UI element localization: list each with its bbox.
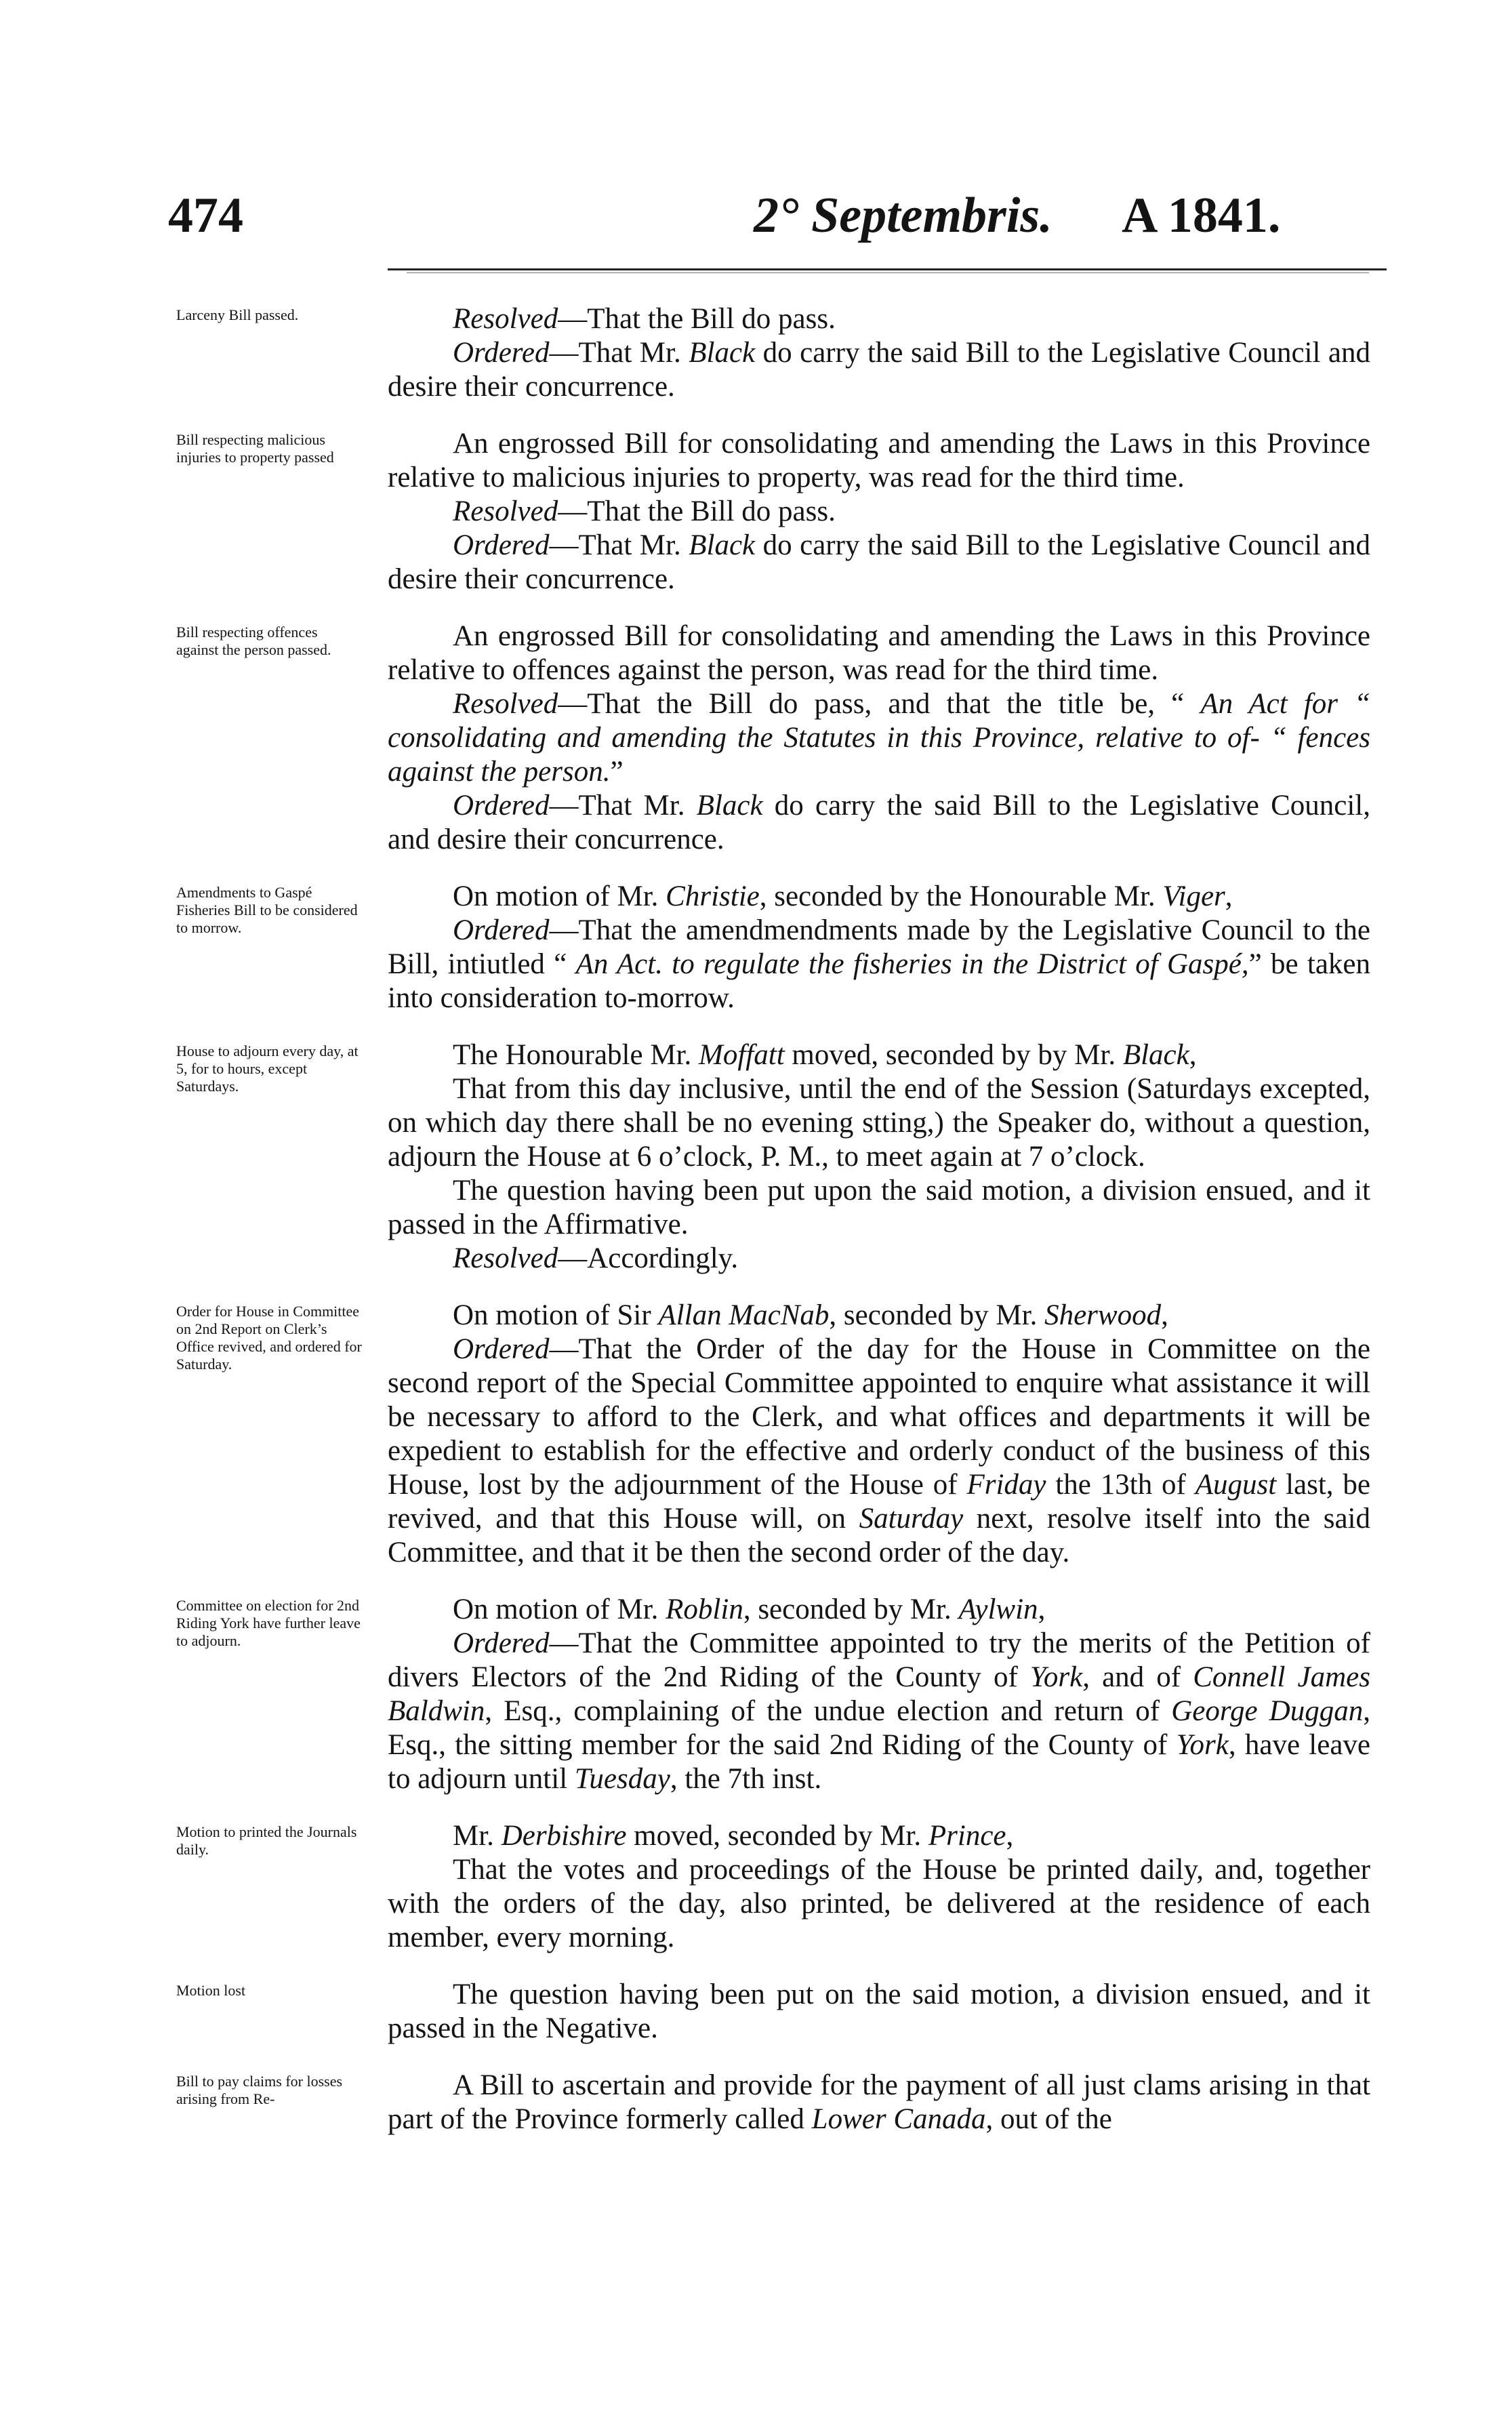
text-run: —That the Order of the day for the House in Committee on the second report of the Special Committee appointed to enquire what assistance it will be necessary to afford to the Clerk, and what offices and departments it will be expedient to establish for the effective and orderly conduct of the business of this House, lost by the adjournment of the House of [388,1333,1370,1501]
margin-note: Order for House in Committee on 2nd Report on Clerk’s Office revived, and ordered for Saturday. [176,1303,362,1373]
italic-text: Resolved [453,303,558,335]
paragraph [388,2069,1370,2136]
text-run: last, be revived, and that this House will, on [388,1469,1370,1535]
italic-text: Ordered [453,337,550,369]
italic-text: Black [689,337,756,369]
italic-text: Black [696,790,763,821]
paragraph [388,620,1370,687]
text-run: , out of the [985,2103,1112,2135]
italic-text: Black [1122,1039,1189,1071]
journal-entry [176,1299,1370,1570]
text-run: do carry the said Bill to the Legislative Council and desire their concurrence. [388,337,1370,403]
text-run: , [1225,880,1233,912]
text-run: , [1161,1299,1168,1331]
journal-entry [176,1978,1370,2046]
text-run: , seconded by Mr. [829,1299,1045,1331]
journal-entry [176,1593,1371,1796]
paragraph [388,1593,1370,1627]
text-run: On motion of Mr. [453,880,666,912]
text-run: An engrossed Bill for consolidating and amending the Laws in this Province relative to offences against the person, was read for the third time. [388,620,1370,686]
italic-text: Ordered [453,790,550,821]
text-run: On motion of Mr. [453,1594,666,1625]
journal-entry [176,427,1370,596]
paragraph [388,1853,1370,1955]
text-run: —That the Bill do pass. [558,495,836,527]
text-run: The Honourable Mr. [453,1039,699,1071]
paragraph [388,1072,1370,1174]
paragraph [388,529,1370,596]
journal-entry [176,1819,1370,1955]
text-run: On motion of Sir [453,1299,659,1331]
italic-text: Allan MacNab [658,1299,830,1331]
italic-text: Black [689,529,756,561]
italic-text: Sherwood [1044,1299,1162,1331]
journal-entry [176,302,1370,404]
text-run: Mr. [453,1820,502,1852]
paragraph [388,914,1370,1015]
margin-note: Larceny Bill passed. [176,306,299,323]
italic-text: Resolved [453,688,558,720]
header-rule [388,268,1387,270]
header-year: A 1841. [1122,188,1281,243]
journal-body [176,302,1371,2159]
text-run: —That the amendmendments made by the Legislative Council to the Bill, intiutled “ [388,914,1370,980]
italic-text: Friday [966,1469,1046,1501]
text-run: The question having been put on the said motion, a division ensued, and it passed in the Negative. [388,1978,1370,2044]
margin-note: House to adjourn every day, at 5, for to hours, except Saturdays. [176,1042,359,1095]
italic-text: August [1195,1469,1277,1501]
paragraph [388,1627,1370,1796]
paragraph [388,1299,1370,1333]
header-date: 2° Septembris. [754,188,1053,243]
paragraph [388,1819,1370,1853]
margin-note: Committee on election for 2nd Riding York have further leave to adjourn. [176,1597,361,1649]
page-number: 474 [168,188,243,243]
text-run: , [1189,1039,1197,1071]
italic-text: An Act. to regulate the fisheries in the District of Gaspé, [575,948,1249,980]
text-run: —Accordingly. [558,1242,739,1274]
italic-text: Resolved [453,1242,558,1274]
italic-text: Ordered [453,914,550,946]
text-run: ” [610,756,624,788]
text-run: next, resolve itself into the said Committee, and that it be then the second order of the day. [388,1503,1370,1568]
text-run: , and of [1082,1661,1193,1693]
text-run: the 13th of [1046,1469,1196,1501]
margin-note: Amendments to Gaspé Fisheries Bill to be considered to morrow. [176,884,358,936]
italic-text: York [1029,1661,1083,1693]
journal-entry [176,880,1370,1015]
journal-entry [176,620,1371,857]
italic-text: Saturday [859,1503,964,1535]
italic-text: Tuesday [574,1763,670,1795]
text-run: —That Mr. [549,337,689,369]
italic-text: Roblin [666,1594,743,1625]
journal-entry [176,1038,1370,1276]
text-run: That from this day inclusive, until the end of the Session (Saturdays excepted, on which day there shall be no evening stting,) the Speaker do, without a question, adjourn the House at 6 o’clock, P. M., to meet again at 7 o’clock. [388,1073,1370,1173]
text-run: , Esq., the sitting member for the said 2nd Riding of the County of [388,1695,1370,1761]
italic-text: Lower Canada [811,2103,986,2135]
paragraph [388,1174,1370,1242]
paragraph [388,427,1370,495]
paragraph [388,302,1370,336]
paragraph [388,1978,1370,2046]
paragraph [388,1038,1370,1072]
text-run: , Esq., complaining of the undue election and return of [485,1695,1172,1727]
text-run: —That the Bill do pass, and that the title be, “ [558,688,1201,720]
italic-text: Derbishire [501,1820,627,1852]
italic-text: Resolved [453,495,558,527]
margin-note: Bill respecting offences against the person passed. [176,624,331,658]
text-run: —That Mr. [549,790,697,821]
text-run: , the 7th inst. [670,1763,822,1795]
italic-text: Ordered [453,529,550,561]
italic-text: Ordered [453,1627,550,1659]
text-run: , have leave to adjourn until [388,1729,1371,1795]
italic-text: Aylwin [958,1594,1038,1625]
text-run: , seconded by the Honourable Mr. [759,880,1163,912]
text-run: —That the Bill do pass. [558,303,836,335]
italic-text: Prince [928,1820,1006,1852]
text-run: moved, seconded by by Mr. [784,1039,1123,1071]
text-run: , [1006,1820,1014,1852]
paragraph [388,789,1370,857]
text-run: do carry the said Bill to the Legislative Council and desire their concurrence. [388,529,1370,595]
paragraph [388,1333,1370,1570]
text-run: ” be taken into consideration to-morrow. [388,948,1370,1014]
text-run: , [1038,1594,1046,1625]
text-run: —That Mr. [549,529,689,561]
paragraph [388,687,1370,789]
paragraph [388,880,1370,914]
text-run: do carry the said Bill to the Legislative Council, and desire their concurrence. [388,790,1371,855]
text-run: The question having been put upon the said motion, a division ensued, and it passed in the Affirmative. [388,1175,1370,1240]
text-run: That the votes and proceedings of the House be printed daily, and, together with the orders of the day, also printed, be delivered at the residence of each member, every morning. [388,1854,1370,1953]
italic-text: Christie [666,880,760,912]
margin-note: Motion lost [176,1982,246,1999]
margin-note: Bill respecting malicious injuries to property passed [176,431,334,466]
text-run: —That the Committee appointed to try the merits of the Petition of divers Electors of the 2nd Riding of the County of [388,1627,1370,1693]
paragraph [388,1242,1370,1276]
journal-entry [176,2069,1370,2136]
italic-text: An Act for “ consolidating and amending the Statutes in this Province, relative to of- “ fences against the person. [388,688,1371,788]
italic-text: York [1176,1729,1229,1761]
italic-text: Ordered [453,1333,550,1365]
text-run: A Bill to ascertain and provide for the payment of all just clams arising in that part of the Province formerly called [388,2069,1370,2135]
italic-text: Connell James Baldwin [388,1661,1370,1727]
page-header [0,182,1512,249]
margin-note: Motion to printed the Journals daily. [176,1823,357,1858]
text-run: An engrossed Bill for consolidating and amending the Laws in this Province relative to malicious injuries to property, was read for the third time. [388,428,1370,493]
italic-text: Viger [1162,880,1225,912]
margin-note: Bill to pay claims for losses arising from Re- [176,2073,343,2107]
paragraph [388,495,1370,529]
header-rule-thin [407,272,1369,273]
paragraph [388,336,1370,404]
italic-text: George Duggan [1171,1695,1364,1727]
text-run: moved, seconded by Mr. [626,1820,928,1852]
text-run: , seconded by Mr. [743,1594,959,1625]
italic-text: Moffatt [699,1039,785,1071]
